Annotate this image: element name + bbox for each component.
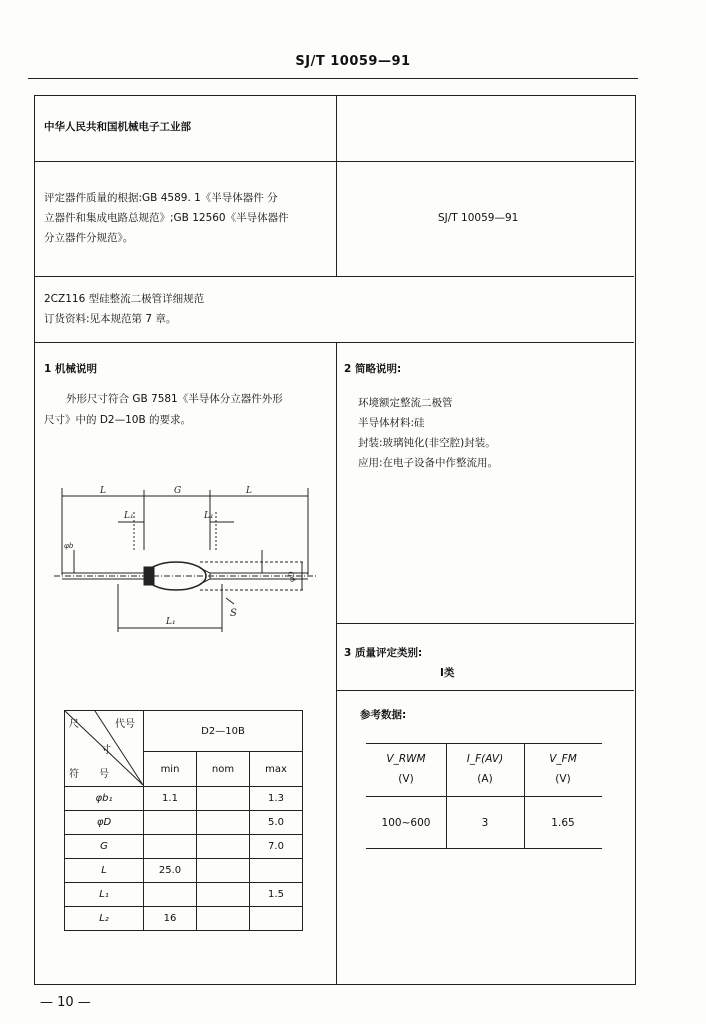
table-row <box>65 907 303 931</box>
row-max <box>250 907 303 931</box>
ref-unit-vfm: (V) <box>555 773 571 785</box>
table-row <box>65 835 303 859</box>
brief-line-4: 应用:在电子设备中作整流用。 <box>358 457 499 469</box>
row-symbol: φD <box>65 811 144 835</box>
table-row <box>65 883 303 907</box>
label-G: G <box>174 486 182 496</box>
row-min <box>144 835 197 859</box>
row-min: 16 <box>144 907 197 931</box>
basis-line-2: 立器件和集成电路总规范》;GB 12560《半导体器件 <box>44 212 289 224</box>
row-nom <box>197 811 250 835</box>
row-max: 1.3 <box>250 787 303 811</box>
ref-mid-rule <box>366 796 602 797</box>
divider-right-1 <box>336 623 634 624</box>
basis-line-3: 分立器件分规范》。 <box>44 232 134 244</box>
row-symbol: L₂ <box>65 907 144 931</box>
corner-r: 尺 <box>69 719 79 730</box>
document-code: SJ/T 10059—91 <box>295 54 411 69</box>
spec-title: 2CZ116 型硅整流二极管详细规范 <box>44 293 205 305</box>
ref-unit-ifav: (A) <box>477 773 493 785</box>
ref-value-ifav: 3 <box>481 817 489 829</box>
ref-unit-vrwm: (V) <box>398 773 414 785</box>
reference-heading: 参考数据: <box>360 709 407 721</box>
label-L-left: L <box>100 486 106 496</box>
table-row <box>65 859 303 883</box>
col-max: max <box>250 752 303 787</box>
row-min: 25.0 <box>144 859 197 883</box>
diode-outline-drawing <box>50 480 320 640</box>
row-max: 7.0 <box>250 835 303 859</box>
brief-heading: 2 简略说明: <box>344 363 402 375</box>
code-value: D2—10B <box>144 711 303 752</box>
row-min <box>144 811 197 835</box>
label-L1-bottom: L₁ <box>166 617 176 627</box>
table-row <box>65 787 303 811</box>
row-symbol: L <box>65 859 144 883</box>
corner-cun: 寸 <box>101 745 111 756</box>
ref-col-vrwm: V_RWM <box>386 753 426 765</box>
basis-line-1: 评定器件质量的根据:GB 4589. 1《半导体器件 分 <box>44 192 278 204</box>
quality-heading: 3 质量评定类别: <box>344 647 423 659</box>
col-nom: nom <box>197 752 250 787</box>
label-S: S <box>230 608 237 619</box>
quality-category: Ⅰ类 <box>440 667 455 679</box>
row-symbol: L₁ <box>65 883 144 907</box>
brief-line-2: 半导体材料:硅 <box>358 417 425 429</box>
dim-table-corner <box>65 711 144 787</box>
col-min: min <box>144 752 197 787</box>
row-max: 5.0 <box>250 811 303 835</box>
divider-2 <box>35 276 634 277</box>
ref-value-vrwm: 100~600 <box>381 817 431 829</box>
divider-right-2 <box>336 690 634 691</box>
ordering-info: 订货资料:见本规范第 7 章。 <box>44 313 177 325</box>
ref-top-rule <box>366 743 602 744</box>
ref-col-ifav: I_F(AV) <box>466 753 504 765</box>
row-max <box>250 859 303 883</box>
divider-1 <box>35 161 634 162</box>
spec-code: SJ/T 10059—91 <box>438 212 519 224</box>
label-phiD: φD <box>288 571 296 582</box>
page-number: — 10 — <box>40 995 91 1010</box>
row-min: 1.1 <box>144 787 197 811</box>
row-max: 1.5 <box>250 883 303 907</box>
row-nom <box>197 883 250 907</box>
corner-fu: 符 <box>69 769 79 780</box>
main-column-divider <box>336 342 337 984</box>
row-min <box>144 883 197 907</box>
label-L1-left: L₁ <box>124 511 134 521</box>
divider-3 <box>35 342 634 343</box>
row-nom <box>197 907 250 931</box>
dimension-table <box>64 710 303 931</box>
table-row <box>65 811 303 835</box>
mechanical-desc-2: 尺寸》中的 D2—10B 的要求。 <box>44 414 192 426</box>
ref-value-vfm: 1.65 <box>551 817 575 829</box>
top-column-divider <box>336 96 337 276</box>
ref-bottom-rule <box>366 848 602 849</box>
label-L1-right: L₁ <box>204 511 214 521</box>
mechanical-heading: 1 机械说明 <box>44 363 97 375</box>
label-L-right: L <box>246 486 252 496</box>
label-phi-b: φb <box>64 542 74 550</box>
corner-hao: 号 <box>99 769 109 780</box>
row-symbol: G <box>65 835 144 859</box>
row-nom <box>197 859 250 883</box>
ministry-name: 中华人民共和国机械电子工业部 <box>44 121 191 133</box>
mechanical-desc-1: 外形尺寸符合 GB 7581《半导体分立器件外形 <box>66 393 283 405</box>
ref-col-vfm: V_FM <box>549 753 577 765</box>
row-nom <box>197 787 250 811</box>
header-rule <box>28 78 638 79</box>
brief-line-1: 环境额定整流二极管 <box>358 397 453 409</box>
corner-code: 代号 <box>115 719 135 730</box>
row-symbol: φb₁ <box>65 787 144 811</box>
brief-line-3: 封装:玻璃钝化(非空腔)封装。 <box>358 437 496 449</box>
row-nom <box>197 835 250 859</box>
